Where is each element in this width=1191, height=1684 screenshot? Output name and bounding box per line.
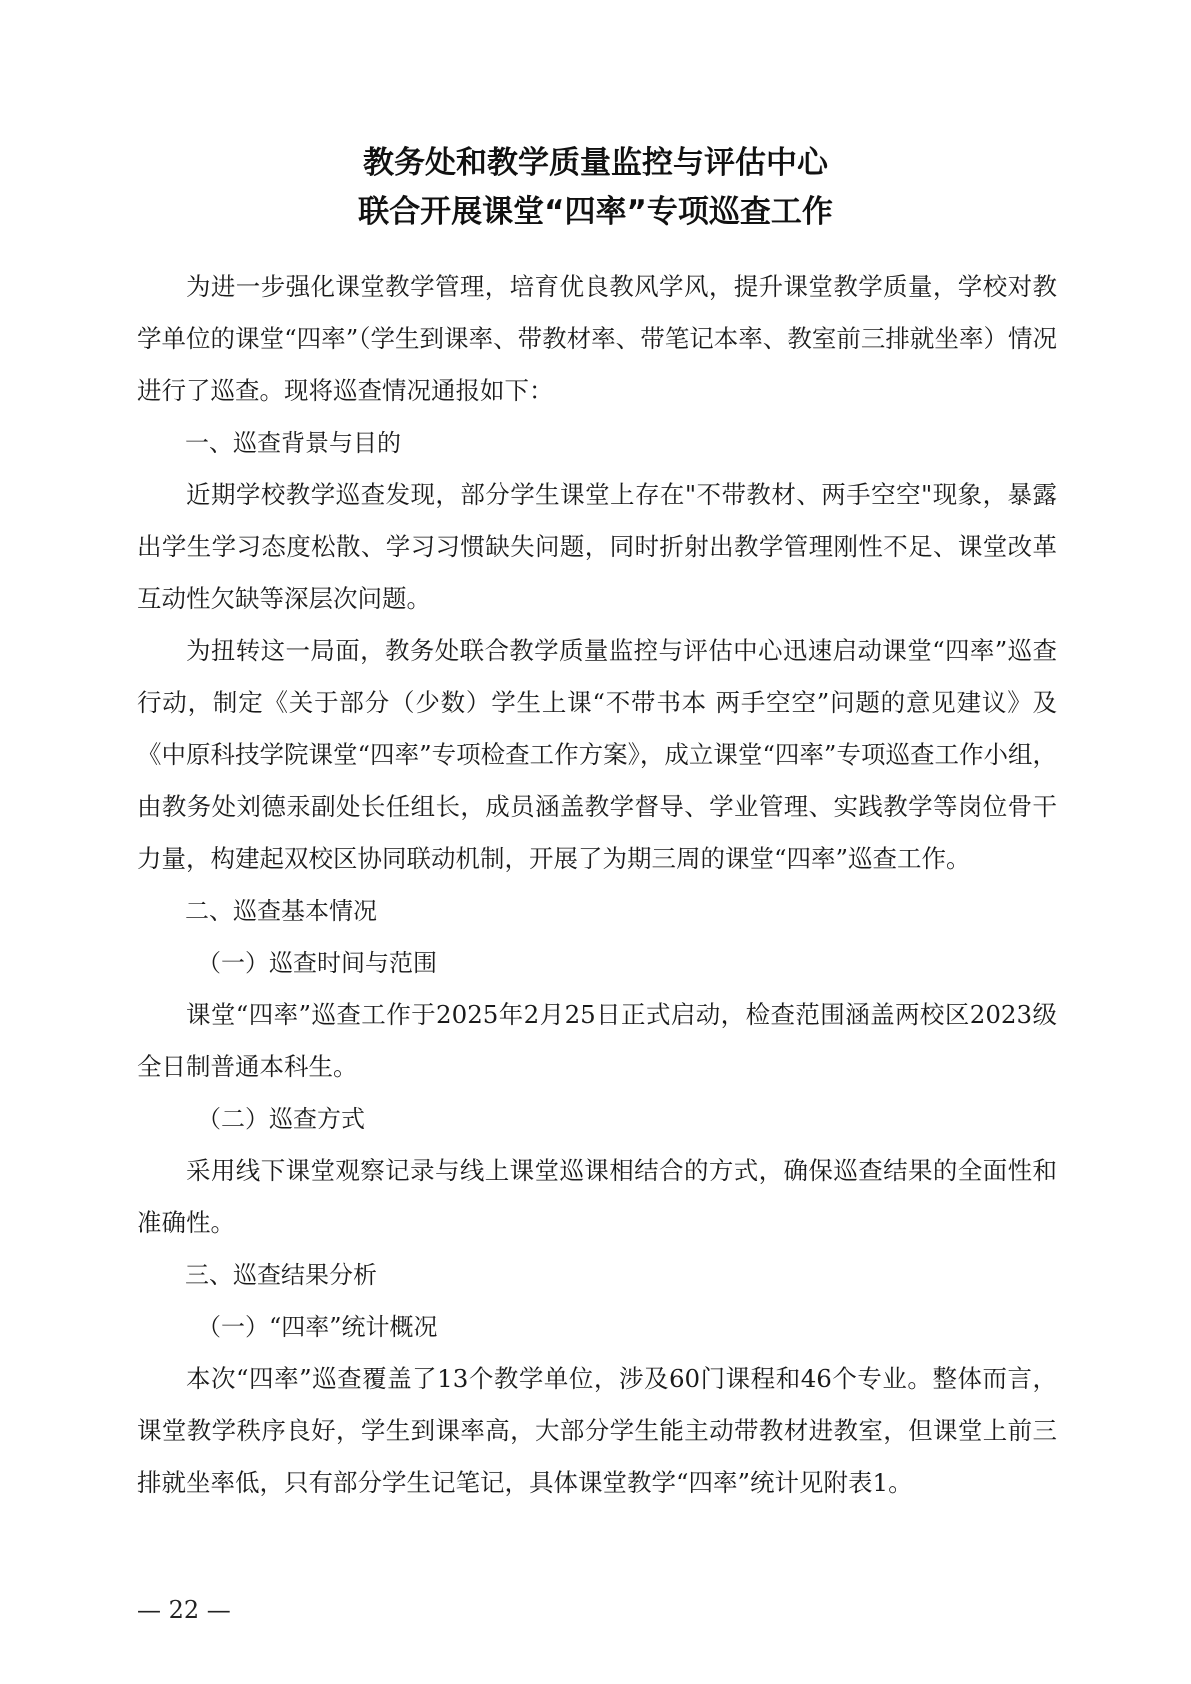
section-heading-basic-info: 二、巡查基本情况 — [185, 897, 377, 925]
statistics-paragraph: 本次“四率”巡查覆盖了13个教学单位，涉及60门课程和46个专业。整体而言，课堂教学秩序良好，学生到课率高，大部分学生能主动带教材进教室，但课堂上前三排就坐率低，只有部分学生记笔记，具体课堂教学“四率”统计见附表1。 — [137, 1364, 1057, 1497]
page-number: — 22 — — [137, 1596, 231, 1624]
subsection-heading-time-scope: （一）巡查时间与范围 — [197, 949, 437, 977]
subsection-heading-statistics: （一）“四率”统计概况 — [197, 1313, 438, 1341]
subsection-heading-method: （二）巡查方式 — [197, 1105, 365, 1133]
document-title-line-1: 教务处和教学质量监控与评估中心 — [363, 145, 828, 181]
background-paragraph-2: 为扭转这一局面，教务处联合教学质量监控与评估中心迅速启动课堂“四率”巡查行动，制定《关于部分（少数）学生上课“不带书本 两手空空”问题的意见建议》及《中原科技学院课堂“四率”专项检查工作方案》，成立课堂“四率”专项巡查工作小组，由教务处刘德汞副处长任组长，成员涵盖教学督导、学业管理、实践教学等岗位骨干力量，构建起双校区协同联动机制，开展了为期三周的课堂“四率”巡查工作。 — [137, 636, 1057, 873]
intro-paragraph: 为进一步强化课堂教学管理，培育优良教风学风，提升课堂教学质量，学校对教学单位的课堂“四率”（学生到课率、带教材率、带笔记本率、教室前三排就坐率）情况进行了巡查。现将巡查情况通报如下： — [137, 272, 1057, 405]
time-scope-paragraph: 课堂“四率”巡查工作于2025年2月25日正式启动，检查范围涵盖两校区2023级全日制普通本科生。 — [137, 1000, 1057, 1081]
document-title-line-2: 联合开展课堂“四率”专项巡查工作 — [358, 194, 833, 230]
section-heading-results: 三、巡查结果分析 — [185, 1261, 377, 1289]
document-body — [137, 261, 1057, 1509]
background-paragraph-1: 近期学校教学巡查发现，部分学生课堂上存在"不带教材、两手空空"现象，暴露出学生学习态度松散、学习习惯缺失问题，同时折射出教学管理刚性不足、课堂改革互动性欠缺等深层次问题。 — [137, 480, 1057, 613]
section-heading-background: 一、巡查背景与目的 — [185, 429, 401, 457]
method-paragraph: 采用线下课堂观察记录与线上课堂巡课相结合的方式，确保巡查结果的全面性和准确性。 — [137, 1156, 1057, 1237]
